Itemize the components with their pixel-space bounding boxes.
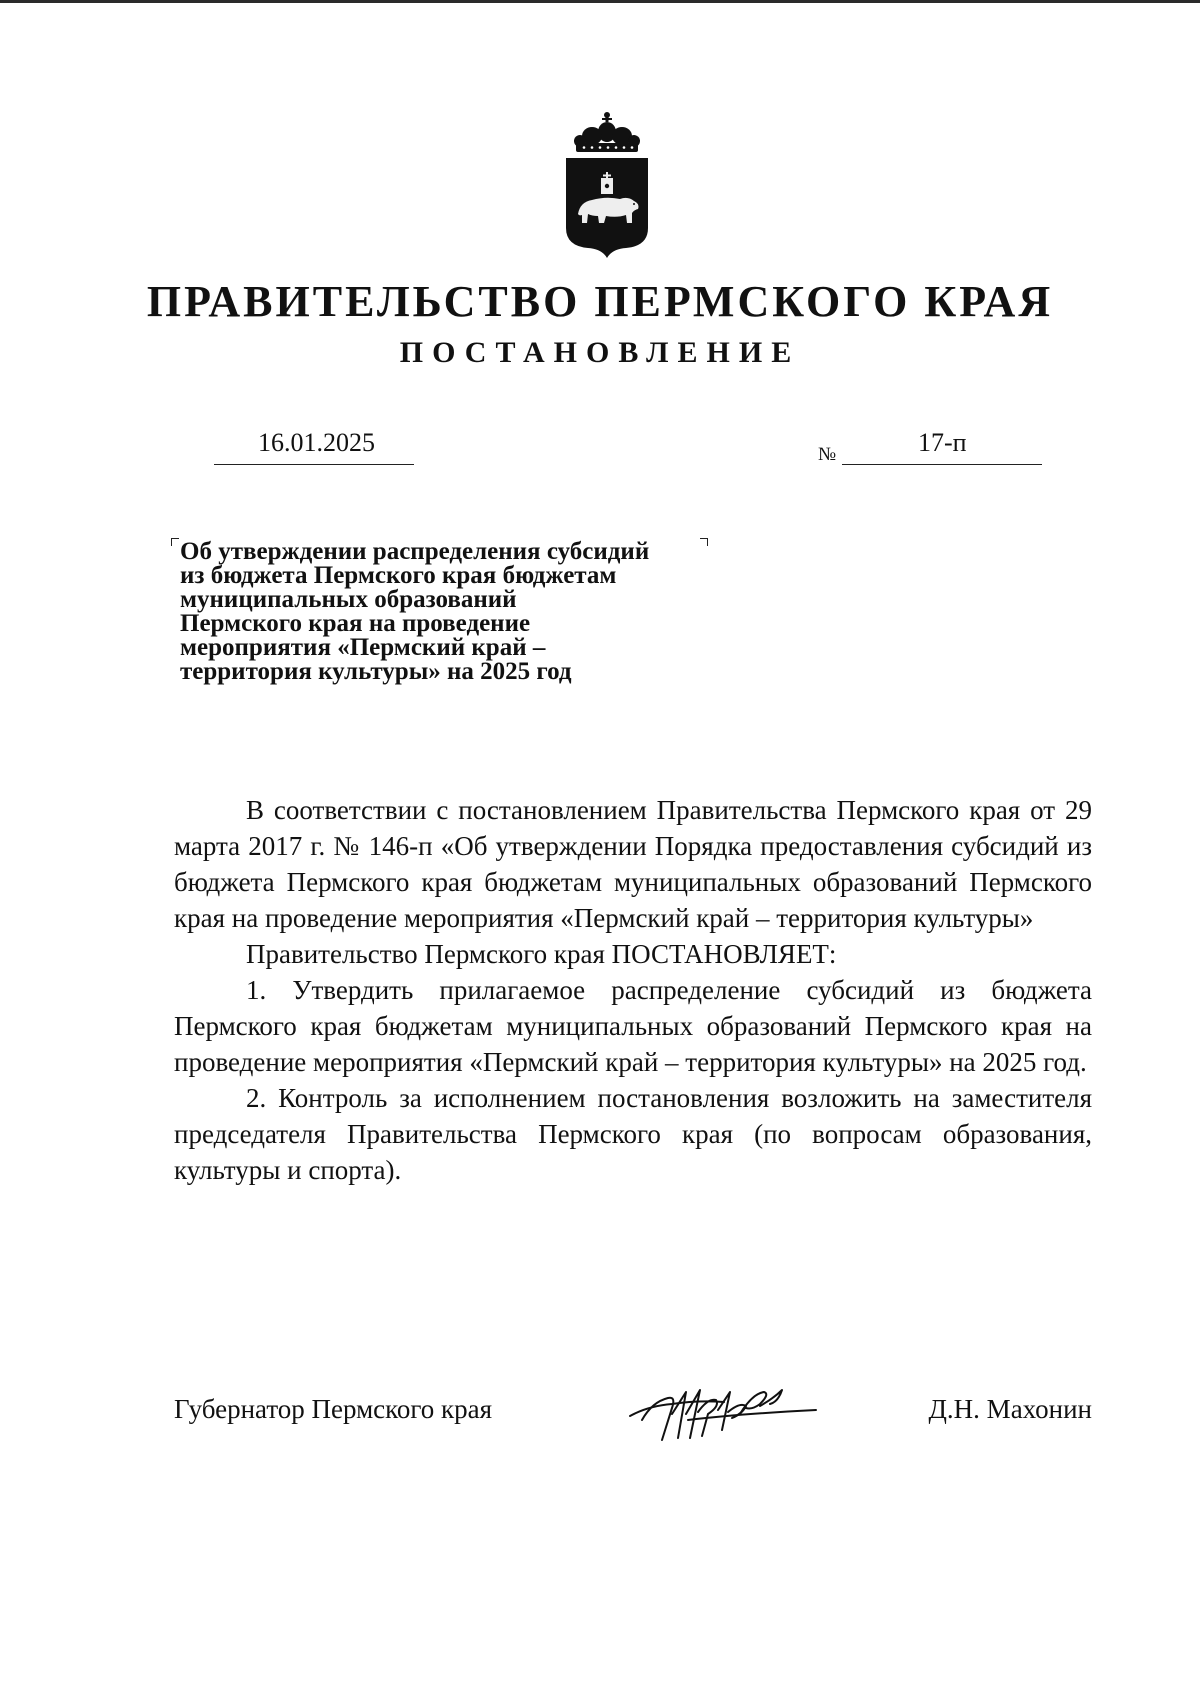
body-paragraph-item-2: 2. Контроль за исполнением постановления возложить на заместителя председателя Правительства Пермского края (по вопросам образования, культуры и спорта). bbox=[174, 1083, 1092, 1185]
document-type: ПОСТАНОВЛЕНИЕ bbox=[399, 336, 801, 369]
document-number-field bbox=[842, 428, 1042, 465]
subject-line: Пермского края на проведение bbox=[180, 610, 531, 637]
coat-of-arms-icon bbox=[562, 110, 652, 260]
subject-line: из бюджета Пермского края бюджетам bbox=[180, 562, 617, 589]
document-number: 17-п bbox=[918, 428, 967, 457]
subject-line: мероприятия «Пермский край – bbox=[180, 634, 546, 661]
government-title: ПРАВИТЕЛЬСТВО ПЕРМСКОГО КРАЯ bbox=[146, 277, 1054, 326]
body-paragraph-item-1: 1. Утвердить прилагаемое распределение субсидий из бюджета Пермского края бюджетам муниципальных образований Пермского края на проведение мероприятия «Пермский край – территория культуры» на 2025 год. bbox=[174, 975, 1092, 1077]
body-paragraph-preamble: В соответствии с постановлением Правительства Пермского края от 29 марта 2017 г. № 146-п «Об утверждении Порядка предоставления субсидий из бюджета Пермского края бюджетам муниципальных образований Пермского края на проведение мероприятия «Пермский край – территория культуры» bbox=[174, 795, 1092, 933]
document-subject bbox=[180, 540, 740, 684]
document-date: 16.01.2025 bbox=[258, 428, 375, 457]
signatory-position: Губернатор Пермского края bbox=[174, 1394, 493, 1424]
body-paragraph-resolves: Правительство Пермского края ПОСТАНОВЛЯЕТ: bbox=[246, 939, 837, 969]
number-sign: № bbox=[818, 444, 837, 465]
subject-line: Об утверждении распределения субсидий bbox=[180, 538, 650, 565]
document-date-field bbox=[214, 428, 414, 465]
page-top-edge bbox=[0, 0, 1200, 3]
handwritten-signature-icon bbox=[628, 1380, 818, 1444]
subject-bracket-left bbox=[171, 538, 179, 546]
document-body bbox=[174, 792, 1092, 1188]
subject-line: территория культуры» на 2025 год bbox=[180, 658, 572, 685]
subject-line: муниципальных образований bbox=[180, 586, 517, 613]
signatory-name: Д.Н. Махонин bbox=[928, 1394, 1092, 1424]
